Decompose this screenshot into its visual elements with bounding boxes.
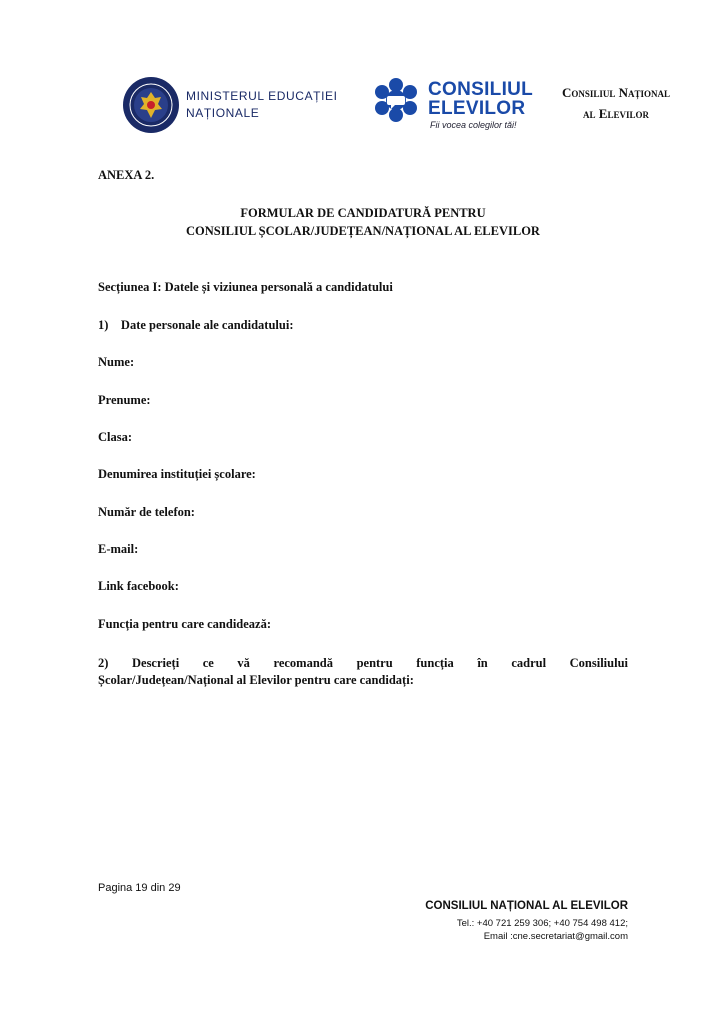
annex-label: ANEXA 2. bbox=[98, 168, 155, 182]
section-heading: Secțiunea I: Datele și viziunea personală a candidatului bbox=[98, 280, 393, 294]
footer-email: Email :cne.secretariat@gmail.com bbox=[483, 931, 628, 942]
cne-header-line1: Consiliul Național bbox=[561, 85, 671, 100]
consiliul-elevilor-logo-icon bbox=[372, 78, 420, 122]
wordmark-line2: ELEVILOR bbox=[428, 98, 526, 119]
cne-header-line2: al Elevilor bbox=[583, 106, 649, 121]
page-number: Pagina 19 din 29 bbox=[98, 882, 181, 894]
logo-tagline: Fii vocea colegilor tăi! bbox=[430, 120, 517, 130]
question-1-heading: 1) Date personale ale candidatului: bbox=[98, 318, 294, 332]
field-label-facebook: Link facebook: bbox=[98, 579, 179, 593]
ministry-name bbox=[186, 88, 338, 122]
field-label-telefon: Număr de telefon: bbox=[98, 505, 195, 519]
field-label-functia: Funcția pentru care candidează: bbox=[98, 617, 272, 631]
government-seal-logo bbox=[122, 76, 180, 134]
field-label-email: E-mail: bbox=[98, 542, 139, 556]
question-2-line1: 2) Descrieți ce vă recomandă pentru funcția în cadrul Consiliului bbox=[98, 656, 628, 670]
consiliul-elevilor-wordmark bbox=[428, 80, 533, 118]
wordmark-line1: CONSILIUL bbox=[428, 79, 534, 100]
cne-header-title bbox=[530, 82, 702, 124]
question-2-line2: Școlar/Județean/Național al Elevilor pentru care candidați: bbox=[98, 673, 414, 687]
ministry-name-line1: MINISTERUL EDUCAȚIEI bbox=[186, 89, 338, 103]
ministry-name-line2: NAȚIONALE bbox=[186, 106, 260, 120]
form-title-line2: CONSILIUL ȘCOLAR/JUDEȚEAN/NAȚIONAL AL ELEVILOR bbox=[186, 224, 540, 238]
field-label-institutie: Denumirea instituției școlare: bbox=[98, 467, 256, 481]
form-title-line1: FORMULAR DE CANDIDATURĂ PENTRU bbox=[240, 206, 486, 220]
field-label-nume: Nume: bbox=[98, 355, 135, 369]
footer-organization: CONSILIUL NAȚIONAL AL ELEVILOR bbox=[425, 900, 628, 912]
footer-phone: Tel.: +40 721 259 306; +40 754 498 412; bbox=[456, 918, 628, 929]
field-label-prenume: Prenume: bbox=[98, 393, 151, 407]
field-label-clasa: Clasa: bbox=[98, 430, 133, 444]
